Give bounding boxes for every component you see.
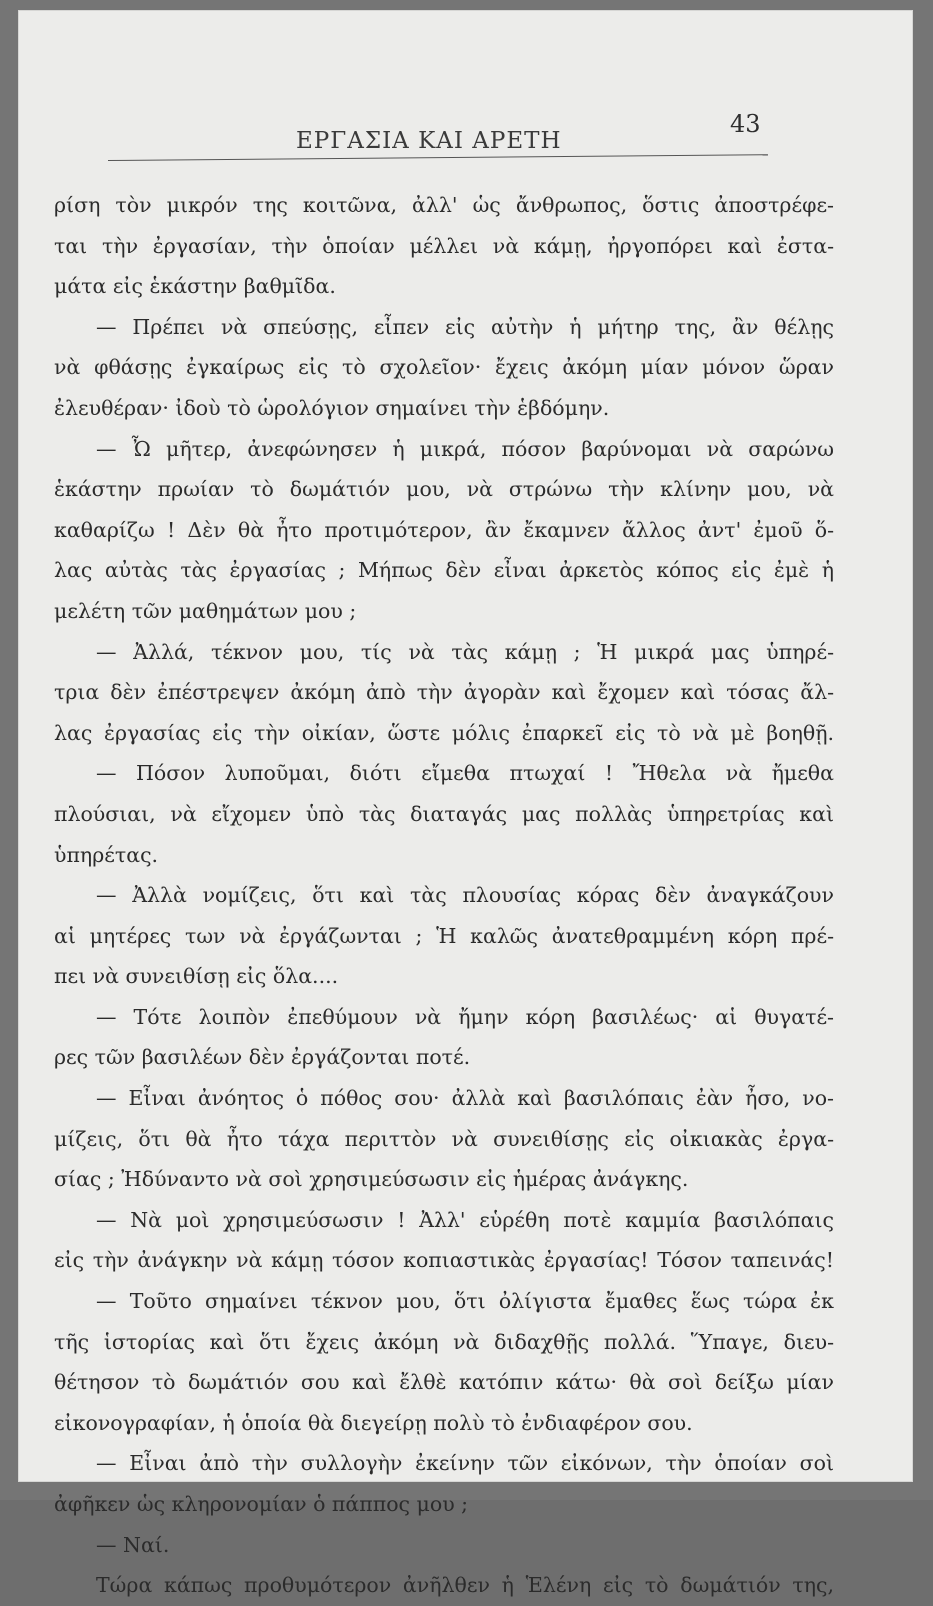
- text-line: τρια δὲν ἐπέστρεψεν ἀκόμη ἀπὸ τὴν ἀγορὰν καὶ ἔχομεν καὶ τόσας ἄλ-: [54, 680, 834, 705]
- text-line: ἐλευθέραν· ἰδοὺ τὸ ὡρολόγιον σημαίνει τὴν ἑβδόμην.: [54, 395, 610, 420]
- text-line: Τώρα κάπως προθυμότερον ἀνῆλθεν ἡ Ἑλένη εἰς τὸ δωμάτιόν της,: [96, 1573, 834, 1598]
- text-line: ἑκάστην πρωίαν τὸ δωμάτιόν μου, νὰ στρώνω τὴν κλίνην μου, νὰ: [54, 477, 834, 502]
- text-line: — Πόσον λυποῦμαι, διότι εἴμεθα πτωχαί ! Ἤθελα νὰ ἤμεθα: [96, 761, 834, 786]
- text-line: — Πρέπει νὰ σπεύσῃς, εἶπεν εἰς αὐτὴν ἡ μήτηρ της, ἂν θέλῃς: [96, 314, 834, 339]
- text-line: — Εἶναι ἀπὸ τὴν συλλογὴν ἐκείνην τῶν εἰκόνων, τὴν ὁποίαν σοὶ: [96, 1451, 834, 1476]
- text-line: πει νὰ συνειθίσῃ εἰς ὅλα....: [54, 964, 339, 989]
- text-line: μίζεις, ὅτι θὰ ἦτο τάχα περιττὸν νὰ συνειθίσῃς εἰς οἰκιακὰς ἐργα-: [54, 1126, 834, 1151]
- running-title: ΕΡΓΑΣΙΑ ΚΑΙ ΑΡΕΤΗ: [296, 128, 562, 154]
- text-line: — Ἀλλά, τέκνον μου, τίς νὰ τὰς κάμῃ ; Ἡ μικρά μας ὑπηρέ-: [96, 639, 834, 664]
- page-number: 43: [730, 110, 761, 138]
- text-line: θέτησον τὸ δωμάτιόν σου καὶ ἔλθὲ κατόπιν κάτω· θὰ σοὶ δείξω μίαν: [54, 1370, 834, 1395]
- text-line: μάτα εἰς ἑκάστην βαθμῖδα.: [54, 274, 336, 299]
- book-page: [18, 10, 913, 1598]
- text-line: ρίση τὸν μικρόν της κοιτῶνα, ἀλλ' ὡς ἄνθρωπος, ὅστις ἀποστρέφε-: [54, 193, 834, 217]
- text-line: — Ναί.: [96, 1532, 170, 1557]
- text-line: σίας ; Ἠδύναντο νὰ σοὶ χρησιμεύσωσιν εἰς ἡμέρας ἀνάγκης.: [54, 1167, 689, 1192]
- text-line: εἰκονογραφίαν, ἡ ὁποία θὰ διεγείρῃ πολὺ τὸ ἐνδιαφέρον σου.: [54, 1410, 693, 1435]
- text-line: — Ἀλλὰ νομίζεις, ὅτι καὶ τὰς πλουσίας κόρας δὲν ἀναγκάζουν: [96, 883, 834, 908]
- text-line: πλούσιαι, νὰ εἴχομεν ὑπὸ τὰς διαταγάς μας πολλὰς ὑπηρετρίας καὶ: [54, 801, 834, 826]
- text-line: τῆς ἱστορίας καὶ ὅτι ἔχεις ἀκόμη νὰ διδαχθῇς πολλά. Ὕπαγε, διευ-: [54, 1329, 834, 1354]
- text-line: — Νὰ μοὶ χρησιμεύσωσιν ! Ἀλλ' εὑρέθη ποτὲ καμμία βασιλόπαις: [96, 1207, 834, 1232]
- header-rule: [108, 154, 768, 161]
- text-line: — Εἶναι ἀνόητος ὁ πόθος σου· ἀλλὰ καὶ βασιλόπαις ἐὰν ἦσο, νο-: [96, 1086, 834, 1111]
- text-line: — Τότε λοιπὸν ἐπεθύμουν νὰ ἤμην κόρη βασιλέως· αἱ θυγατέ-: [96, 1004, 834, 1029]
- text-line: ρες τῶν βασιλέων δὲν ἐργάζονται ποτέ.: [54, 1045, 471, 1070]
- text-line: καθαρίζω ! Δὲν θὰ ἦτο προτιμότερον, ἂν ἔκαμνεν ἄλλος ἀντ' ἐμοῦ ὅ-: [54, 517, 834, 542]
- text-line: ὑπηρέτας.: [54, 842, 159, 867]
- text-line: — Ὦ μῆτερ, ἀνεφώνησεν ἡ μικρά, πόσον βαρύνομαι νὰ σαρώνω: [96, 436, 834, 461]
- text-line: — Τοῦτο σημαίνει τέκνον μου, ὅτι ὀλίγιστα ἔμαθες ἕως τώρα ἐκ: [96, 1289, 834, 1314]
- text-line: ται τὴν ἐργασίαν, τὴν ὁποίαν μέλλει νὰ κάμῃ, ἠργοπόρει καὶ ἐστα-: [54, 233, 834, 258]
- text-line: λας ἐργασίας εἰς τὴν οἰκίαν, ὥστε μόλις ἐπαρκεῖ εἰς τὸ νὰ μὲ βοηθῇ.: [54, 720, 834, 745]
- text-line: λας αὐτὰς τὰς ἐργασίας ; Μήπως δὲν εἶναι ἀρκετὸς κόπος εἰς ἐμὲ ἡ: [54, 558, 834, 583]
- text-line: ἀφῆκεν ὡς κληρονομίαν ὁ πάππος μου ;: [54, 1492, 469, 1516]
- text-line: νὰ φθάσῃς ἐγκαίρως εἰς τὸ σχολεῖον· ἔχεις ἀκόμη μίαν μόνον ὥραν: [54, 355, 834, 380]
- text-line: μελέτη τῶν μαθημάτων μου ;: [54, 598, 357, 623]
- page-header: [18, 10, 913, 170]
- text-line: εἰς τὴν ἀνάγκην νὰ κάμῃ τόσον κοπιαστικὰς ἐργασίας! Τόσον ταπεινάς!: [54, 1248, 834, 1273]
- body-text: [54, 185, 834, 1606]
- text-line: αἱ μητέρες των νὰ ἐργάζωνται ; Ἡ καλῶς ἀνατεθραμμένη κόρη πρέ-: [54, 923, 834, 948]
